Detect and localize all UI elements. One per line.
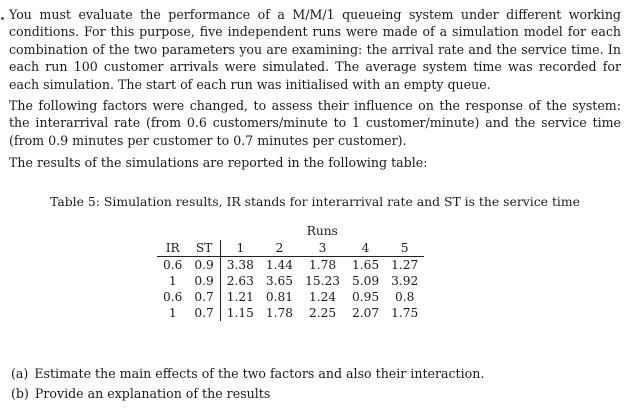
cell-run: 1.24 [308,290,337,304]
cell-st: 0.9 [194,274,214,288]
cell-run: 3.38 [220,257,260,274]
question-b-text: Provide an explanation of the results [34,386,271,401]
cell-ir: 0.6 [163,290,183,304]
cell-run: 5.09 [351,274,380,288]
cell-run: 0.81 [265,290,294,304]
column-header-run-1: 1 [220,240,260,257]
question-a [11,366,484,381]
cell-run: 2.07 [351,306,380,320]
cell-run: 2.63 [220,273,260,289]
cell-ir: 1 [168,306,177,320]
column-header-run-5: 5 [385,240,424,257]
table-caption: Table 5: Simulation results, IR stands for interarrival rate and ST is the service time [50,194,580,209]
question-b [11,386,270,401]
cell-run: 1.44 [265,258,294,272]
intro-paragraph: You must evaluate the performance of a M/M/1 queueing system under different working conditions. For this purpose, five independent runs were made of a simulation model for each combination of the two parameters you are examining: the arrival rate and the service time. In each run 100 customer arrivals were simulated. The average system time was recorded for each simulation. The start of each run was initialised with an empty queue. [9,7,621,92]
column-header-run-3: 3 [299,240,346,257]
cell-ir: 1 [168,274,177,288]
cell-run: 1.75 [391,306,419,320]
cell-run: 15.23 [305,274,340,288]
cell-run: 1.78 [265,306,294,320]
cell-run: 1.65 [351,258,380,272]
column-header-run-2: 2 [260,240,299,257]
table-row [157,289,424,305]
cell-st: 0.7 [194,290,214,304]
bullet-marker [1,17,4,20]
table-row [157,257,424,274]
cell-run: 3.92 [391,274,419,288]
cell-run: 1.78 [308,258,337,272]
cell-run: 0.95 [351,290,380,304]
question-b-label: (b) [11,386,29,401]
runs-group-header: Runs [306,224,338,238]
cell-run: 1.15 [220,305,260,321]
cell-run: 1.27 [391,258,419,272]
column-header-run-4: 4 [346,240,385,257]
factors-paragraph: The following factors were changed, to assess their influence on the response of the system: the interarrival rate (from 0.6 customers/minute to 1 customer/minute) and the service time (from 0.9 minutes per customer to 0.7 minutes per customer). [9,98,621,148]
question-a-label: (a) [11,366,29,381]
table-row [157,273,424,289]
cell-run: 2.25 [308,306,337,320]
question-a-text: Estimate the main effects of the two factors and also their interaction. [34,366,485,381]
cell-run: 3.65 [265,274,294,288]
table-row [157,305,424,321]
column-header-row [157,240,424,257]
cell-st: 0.9 [194,258,214,272]
results-intro-paragraph: The results of the simulations are reported in the following table: [9,155,428,170]
column-header-st: ST [188,240,220,257]
column-header-ir: IR [157,240,188,257]
cell-ir: 0.6 [163,258,183,272]
runs-header-row [157,222,424,240]
cell-run: 1.21 [220,289,260,305]
results-table [157,222,424,321]
cell-st: 0.7 [194,306,214,320]
cell-run: 0.8 [394,290,415,304]
